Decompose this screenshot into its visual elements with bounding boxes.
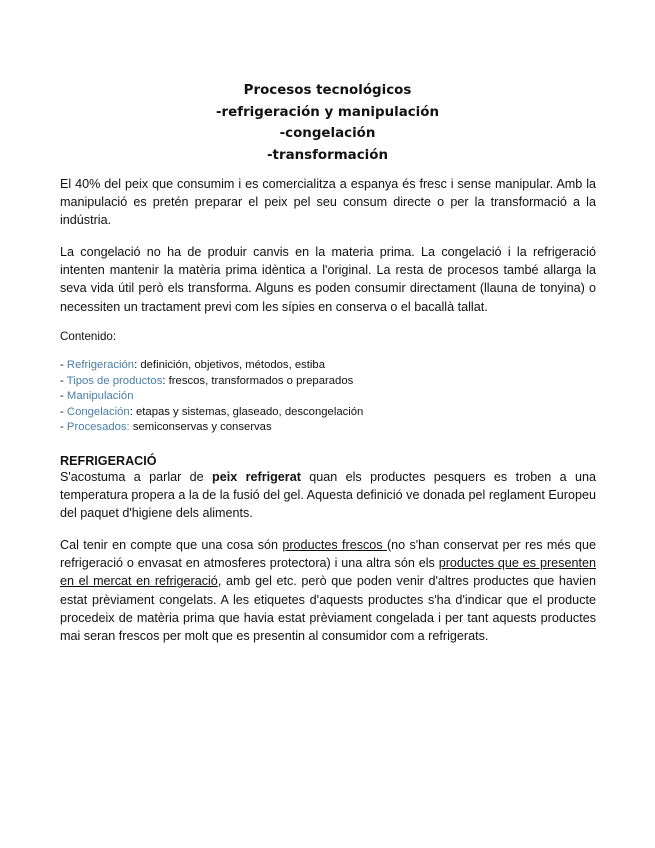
table-of-contents bbox=[60, 358, 596, 436]
toc-link-manipulacion[interactable]: Manipulación bbox=[66, 390, 134, 403]
underlined-term-mercat: productes que es presenten en el mercat en refrigeració bbox=[60, 556, 596, 589]
bold-term: peix refrigerat bbox=[212, 470, 301, 484]
title-line-2: -refrigeración y manipulación bbox=[216, 104, 439, 120]
toc-item-tipos-productos: - Tipos de productos: frescos, transformados o preparados bbox=[60, 374, 354, 387]
toc-item-procesados: - Procesados: semiconservas y conservas bbox=[60, 421, 272, 434]
toc-link-procesados[interactable]: Procesados: bbox=[66, 421, 130, 434]
document-title bbox=[0, 80, 655, 166]
title-line-4: -transformación bbox=[267, 147, 388, 163]
title-line-1: Procesos tecnológicos bbox=[243, 83, 412, 98]
intro-paragraph: El 40% del peix que consumim i es comercialitza a espanya és fresc i sense manipular. Amb la manipulació es pretén preparar el peix pel seu consum directe o per la transformació a la indústria. bbox=[60, 177, 596, 228]
toc-item-manipulacion: - Manipulación bbox=[60, 390, 134, 403]
toc-link-congelacion[interactable]: Congelación bbox=[66, 405, 130, 418]
underlined-term-frescos: productes frescos bbox=[282, 538, 387, 552]
congelacio-paragraph: La congelació no ha de produir canvis en la materia prima. La congelació i la refrigeració intenten mantenir la matèria prima idèntica a l'original. La resta de procesos també allarga la seva vida útil però els transforma. Alguns es poden consumir directament (llauna de tonyina) o necessiten un tractament previ com les sípies en conserva o el bacallà tallat. bbox=[60, 245, 596, 314]
frescos-paragraph: Cal tenir en compte que una cosa són productes frescos (no s'han conservat per res més que refrigeració o envasat en atmosferes protectora) i una altra són els productes que es presenten en el mercat en refrigeració, amb gel etc. però que poden venir d'altres productes que havien estat prèviament congelats. A les etiquetes d'aquests productes s'ha d'indicar que el producte procedeix de matèria prima que havia estat prèviament congelada i per tant aquests productes mai seran frescos per molt que es presentin al consumidor com a refrigerats. bbox=[60, 538, 596, 644]
toc-item-refrigeracion: - Refrigeración: definición, objetivos, métodos, estiba bbox=[60, 359, 325, 371]
title-line-3: -congelación bbox=[279, 126, 376, 141]
section-heading-refrigeracio: REFRIGERACIÓ bbox=[60, 454, 157, 468]
toc-link-refrigeracion[interactable]: Refrigeración bbox=[66, 359, 135, 371]
refrigerat-paragraph: S'acostuma a parlar de peix refrigerat quan els productes pesquers es troben a una temperatura propera a la de la fusió del gel. Aquesta definició ve donada pel reglament Europeu del paquet d'higiene dels aliments. bbox=[60, 470, 596, 521]
toc-link-tipos-productos[interactable]: Tipos de productos bbox=[66, 374, 163, 387]
toc-item-congelacion: - Congelación: etapas y sistemas, glaseado, descongelación bbox=[60, 405, 364, 418]
contents-label: Contenido: bbox=[60, 330, 117, 343]
